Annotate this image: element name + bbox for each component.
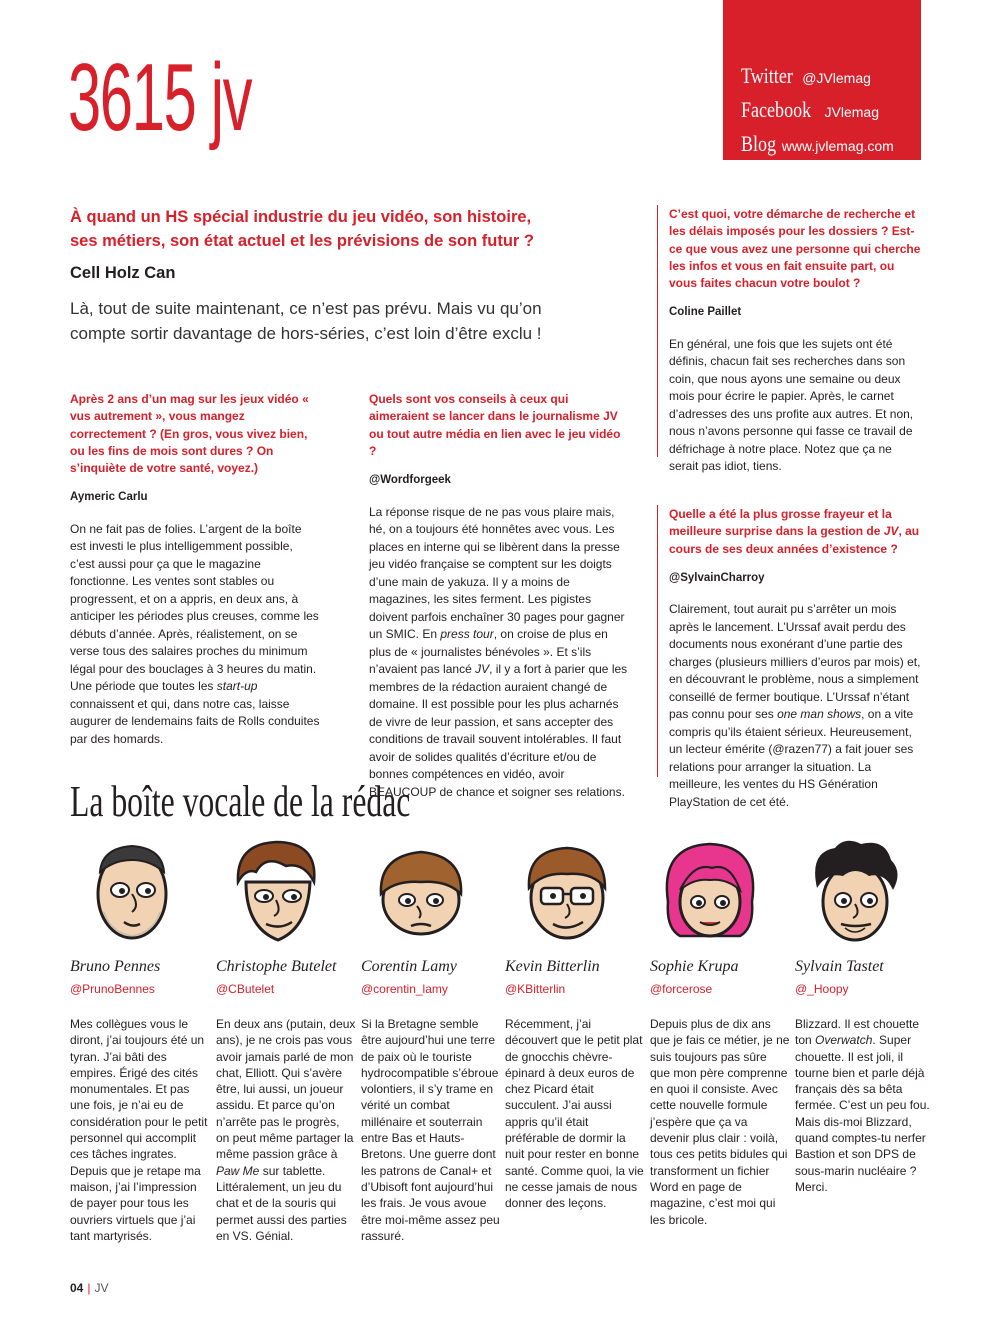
answer: La réponse risque de ne pas vous plaire mais, hé, on a toujours été honnêtes avec vous. Les places en interne qui se libèrent dans la presse jeu vidéo française se comptent sur les doigts d’une main de yakuza. Il y a moins de magazines, les sites ferment. Les pigistes doivent parfois enchaîner 30 pages pour gagner un SMIC. En press tour, on croise de plus en plus de « journalistes bénévoles ». Et s’ils n’avaient pas lancé JV, il y a fort à parier que les membres de la rédaction auraient changé de domaine. Il est possible pour les plus acharnés de vivre de leur passion, et sans accepter des conditions de travail souvent intolérables. Il faut avoir de solides qualités d’écriture et/ou de bonnes compétences en vidéo, avoir BEAUCOUP de chance et soigner ses relations. <box>369 504 628 799</box>
main-answer: Là, tout de suite maintenant, ce n’est pas prévu. Mais vu qu’on compte sortir davantage de hors-séries, c’est loin d’être exclu ! <box>70 299 542 343</box>
staff-handle[interactable]: @corentin_lamy <box>361 982 448 996</box>
page-title: 3615 jv <box>68 44 252 151</box>
avatar <box>70 832 190 952</box>
social-label: Facebook <box>741 97 812 122</box>
social-facebook[interactable] <box>741 94 921 128</box>
staff-card <box>505 832 645 1212</box>
staff-text: Récemment, j’ai découvert que le petit plat de gnocchis chèvre-épinard à deux euros de chez Picard était succulent. J’ai aussi appris qu’il était préférable de dormir la nuit pour rester en bonne santé. Comme quoi, la vie ne cesse jamais de nous donner des leçons. <box>505 1017 644 1211</box>
staff-handle[interactable]: @forcerose <box>650 982 713 996</box>
social-box <box>723 0 921 160</box>
social-label: Blog <box>741 131 777 156</box>
page-number: 04 <box>70 1281 84 1295</box>
question: Quels sont vos conseils à ceux qui aimeraient se lancer dans le journalisme JV ou tout autre média en lien avec le jeu vidéo ? <box>369 392 621 458</box>
social-twitter[interactable] <box>741 60 921 94</box>
question: Quelle a été la plus grosse frayeur et la meilleure surprise dans la gestion de JV, au cours de ses deux années d’existence ? <box>669 507 920 556</box>
staff-text: Mes collègues vous le diront, j’ai toujours été un tyran. J’ai bâti des empires. Érigé des cités monumentales. Et pas une fois, je n’ai eu de considération pour le petit personnel qui accomplit ces tâches ingrates. Depuis que je retape ma maison, j’ai l’impression de payer pour tous les ouvriers virtuels que j’ai tant martyrisés. <box>70 1017 208 1243</box>
avatar <box>650 832 770 952</box>
answer: Clairement, tout aurait pu s’arrêter un mois après le lancement. L’Urssaf avait perdu des documents nous exonérant d’une partie des charges (plusieurs milliers d’euros par mois) et, en découvrant le problème, nous a simplement conseillé de fermer boutique. L’Urssaf n’étant pas connu pour ses one man shows, on a vite compris qu’ils étaient sérieux. Heureusement, un lecteur émérite (@razen77) a fait jouer ses relations pour arranger la situation. La meilleure, les ventes du HS Génération PlayStation de cet été. <box>669 602 921 809</box>
social-value: JVlemag <box>824 104 879 120</box>
staff-text: Blizzard. Il est chouette ton Overwatch. Super chouette. Il est joli, il tourne bien et parle déjà français dès sa bêta fermée. C’est un peu fou. Mais dis-moi Blizzard, quand comptes-tu nerfer Bastion et son DPS de sous-marin nucléaire ? Merci. <box>795 1017 930 1194</box>
staff-name: Sylvain Tastet <box>795 958 884 975</box>
staff-card <box>795 832 935 1195</box>
staff-card <box>361 832 501 1244</box>
staff-text: En deux ans (putain, deux ans), je ne crois pas vous avoir jamais parlé de mon chat, Elliott. Qui s’avère être, lui aussi, un joueur assidu. Et parce qu’on n’arrête pas le progrès, on peut même partager la même passion grâce à Paw Me sur tablette. Littéralement, un jeu du chat et de la souris qui permet aussi des parties en VS. Génial. <box>216 1017 356 1243</box>
staff-handle[interactable]: @_Hoopy <box>795 982 849 996</box>
page-footer <box>70 1281 109 1295</box>
qa-block-3 <box>669 206 924 476</box>
author: @Wordforgeek <box>369 474 451 487</box>
social-label: Twitter <box>741 63 793 88</box>
column-rule <box>657 205 658 457</box>
staff-handle[interactable]: @CButelet <box>216 982 275 996</box>
qa-block-2 <box>369 391 631 801</box>
staff-text: Si la Bretagne semble être aujourd’hui une terre de paix où le touriste hydrocompatible s’ébroue volontiers, il s’y trame en vérité un combat millénaire et souterrain entre Bas et Hauts-Bretons. Une guerre dont les patrons de Canal+ et d’Ubisoft font aujourd’hui les frais. Je vous avoue être moi-même assez peu rassuré. <box>361 1017 500 1243</box>
staff-card <box>650 832 790 1228</box>
author: Aymeric Carlu <box>70 491 148 504</box>
avatar <box>795 832 915 952</box>
social-blog[interactable] <box>741 128 921 162</box>
author: Coline Paillet <box>669 306 742 319</box>
avatar <box>216 832 336 952</box>
social-value: @JVlemag <box>802 70 871 86</box>
avatar <box>505 832 625 952</box>
staff-name: Corentin Lamy <box>361 958 457 975</box>
answer: En général, une fois que les sujets ont été définis, chacun fait ses recherches dans son coin, que nous ayons une semaine ou deux mois pour écrire le papier. Après, le carnet d’adresses des uns profite aux autres. Et non, nous n’avons personne qui fasse ce travail de défrichage à notre place. Notez que ça ne serait pas idiot, tiens. <box>669 336 914 474</box>
staff-handle[interactable]: @KBitterlin <box>505 982 566 996</box>
staff-text: Depuis plus de dix ans que je fais ce métier, je ne suis toujours pas sûre que mon père comprenne en quoi il consiste. Avec cette nouvelle formule j’espère que ça va devenir plus clair : voilà, tous ces petits bidules qui transforment un fichier Word en page de magazine, c’est moi qui les bricole. <box>650 1017 790 1227</box>
staff-card <box>70 832 210 1244</box>
staff-name: Bruno Pennes <box>70 958 161 975</box>
author: @SylvainCharroy <box>669 571 765 584</box>
footer-separator: | <box>87 1281 91 1295</box>
question: Après 2 ans d’un mag sur les jeux vidéo « vus autrement », vous mangez correctement ? (En gros, vous vivez bien, ou les fins de mois sont dures ? On s’inquiète de votre santé, voyez.) <box>70 392 309 476</box>
staff-name: Christophe Butelet <box>216 958 337 975</box>
column-rule <box>657 505 658 777</box>
answer: On ne fait pas de folies. L’argent de la boîte est investi le plus intelligemment possible, c’est aussi pour ça que le magazine fonctionne. Les ventes sont stables ou progressent, et on a appris, en deux ans, à anticiper les périodes plus creuses, comme les débuts d’année. Après, réalistement, on se verse tous des salaires proches du minimum légal pour des bouclages à 3 heures du matin. Une période que toutes les start-up connaissent et qui, dans notre cas, laisse augurer de lendemains faits de Rolls conduites par des homards. <box>70 521 320 746</box>
magazine-name: JV <box>94 1281 109 1295</box>
question: C’est quoi, votre démarche de recherche et les délais imposés pour les dossiers ? Est-ce que vous avez une personne qui cherche les infos et vous en fait ensuite part, ou vous faites chacun votre boulot ? <box>669 207 921 291</box>
staff-name: Sophie Krupa <box>650 958 739 975</box>
section-title: La boîte vocale de la rédac <box>70 777 411 826</box>
staff-handle[interactable]: @PrunoBennes <box>70 982 155 996</box>
main-author: Cell Holz Can <box>70 264 176 282</box>
avatar <box>361 832 481 952</box>
main-question: À quand un HS spécial industrie du jeu vidéo, son histoire, ses métiers, son état actuel et les prévisions de son futur ? <box>70 208 534 250</box>
qa-block-1 <box>70 391 320 748</box>
staff-card <box>216 832 356 1244</box>
qa-block-4 <box>669 506 924 811</box>
social-value: www.jvlemag.com <box>781 138 894 154</box>
staff-name: Kevin Bitterlin <box>505 958 600 975</box>
